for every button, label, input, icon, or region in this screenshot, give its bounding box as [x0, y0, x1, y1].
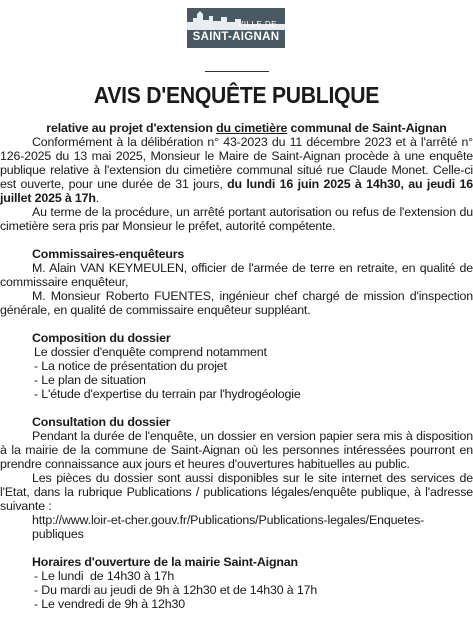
- consultation-paragraph-1: Pendant la durée de l'enquête, un dossier en version papier sera mis à disposition à la mairie de la commune de Saint-Aignan où les personnes intéressées pourront en prendre connaissance aux jours et heures d'ouvertures habituelles au public.: [0, 429, 473, 471]
- title-rule: [205, 71, 269, 72]
- logo-line2: SAINT-AIGNAN: [192, 31, 280, 43]
- logo-line1: VILLE DE: [237, 20, 277, 29]
- section-heading-commissaires: Commissaires-enquêteurs: [32, 247, 185, 261]
- commissaire-1: M. Alain VAN KEYMEULEN, officier de l'armée de terre en retraite, en qualité de commissaire enquêteur,: [0, 261, 473, 289]
- consultation-paragraph-2: Les pièces du dossier sont aussi disponibles sur le site internet des services de l'Etat, dans la rubrique Publications / publications légales/enquête publique, à l'adresse suivante :: [0, 471, 473, 513]
- page-title: AVIS D'ENQUÊTE PUBLIQUE: [93, 82, 380, 108]
- subtitle-suffix: communal de Saint-Aignan: [287, 121, 447, 135]
- horaires-item: - Le vendredi de 9h à 12h30: [34, 597, 185, 611]
- commissaire-2: M. Monsieur Roberto FUENTES, ingénieur chef chargé de mission d'inspection générale, en qualité de commissaire enquêteur suppléant.: [0, 289, 473, 317]
- intro-paragraph-2: Au terme de la procédure, un arrêté portant autorisation ou refus de l'extension du cimetière sera pris par Monsieur le préfet, autorité compétente.: [0, 205, 473, 233]
- intro-text: Conformément à la délibération n° 43-2023 du 11 décembre 2023 et à l'arrêté n° 126-2025 du 13 mai 2025, Monsieur le Maire de Saint-Aignan procède à une enquête publique relative à l'extension du cimetière communal situé rue Claude Monet. Celle-ci est ouverte, pour une durée de 31 jours,: [0, 135, 473, 191]
- intro-dates: du lundi 16 juin 2025 à 14h30, au jeudi 16 juillet 2025 à 17h: [0, 177, 473, 205]
- section-heading-composition: Composition du dossier: [32, 331, 171, 345]
- composition-item: - La notice de présentation du projet: [34, 359, 227, 373]
- intro-paragraph: [0, 135, 473, 205]
- subtitle: [0, 121, 473, 135]
- composition-item: - L'étude d'expertise du terrain par l'hydrogéologie: [34, 387, 301, 401]
- subtitle-underlined: du cimetière: [216, 121, 288, 135]
- section-heading-consultation: Consultation du dossier: [32, 415, 171, 429]
- horaires-item: - Le lundi de 14h30 à 17h: [34, 569, 175, 583]
- consultation-url-link[interactable]: http://www.loir-et-cher.gouv.fr/Publications/Publications-legales/Enquetes-publiques: [32, 513, 425, 541]
- town-logo: [187, 8, 285, 48]
- subtitle-prefix: relative au projet d'extension: [46, 121, 217, 135]
- composition-item: - Le plan de situation: [34, 373, 146, 387]
- intro-end: .: [95, 191, 100, 205]
- section-heading-horaires: Horaires d'ouverture de la mairie Saint-Aignan: [32, 555, 298, 569]
- notice-body: [0, 121, 473, 611]
- composition-lead: Le dossier d'enquête comprend notamment: [34, 345, 267, 359]
- horaires-item: - Du mardi au jeudi de 9h à 12h30 et de 14h30 à 17h: [34, 583, 318, 597]
